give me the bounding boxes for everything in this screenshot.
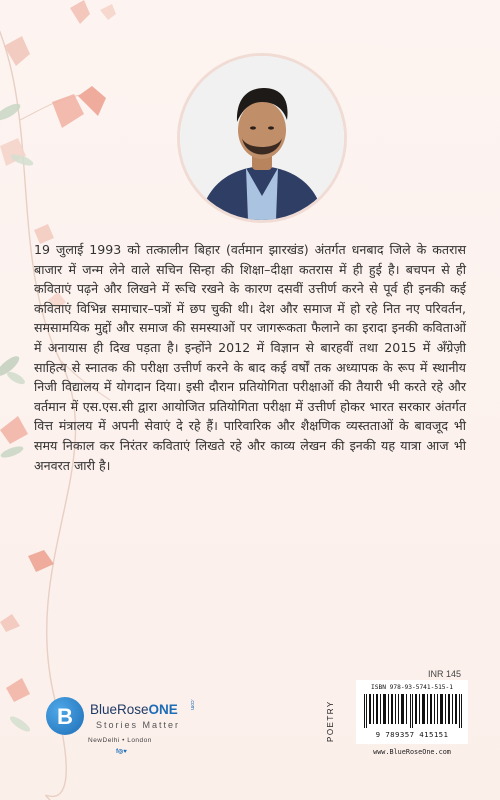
social-icons: f◎♥: [116, 749, 127, 755]
barcode: [364, 694, 462, 728]
publisher-logo: [46, 692, 206, 768]
price-label: INR 145: [428, 669, 462, 679]
publisher-dotcom: .com: [189, 699, 195, 710]
isbn-digits: 9 789357 415151: [375, 730, 449, 739]
publisher-cities: NewDelhi • London: [88, 737, 152, 744]
author-bio: 19 जुलाई 1993 को तत्कालीन बिहार (वर्तमान झारखंड) अंतर्गत धनबाद जिले के कतरास बाजार में जन्म लेने वाले सचिन सिन्हा की शिक्षा–दीक्षा कतरास में ही हुई है। बचपन से ही कविताएं पढ़ने और लिखने में रूचि रखने के कारण दसवीं उत्तीर्ण करने से पूर्व ही इनकी कई कविताएं विभिन्न समाचार–पत्रों में छप चुकी थी। देश और समाज में हो रहे नित नए परिवर्तन, समसामयिक मुद्दों और समाज की समस्याओं पर जागरूकता फैलाने का इरादा इनकी कविताओं में अनायास ही दिख पड़ता है। इन्होंने 2012 में विज्ञान से बारहवीं तथा 2015 में अँग्रेज़ी साहित्य से स्नातक की परीक्षा उत्तीर्ण करने के बाद कई वर्षों तक अध्यापक के रूप में स्थानीय निजी विद्यालय में योगदान दिया। इसी दौरान प्रतियोगिता परीक्षाओं की तैयारी भी करते रहे और वर्तमान में एस.एस.सी द्वारा आयोजित प्रतियोगिता परीक्षा में उत्तीर्ण होकर भारत सरकार अंतर्गत वित्त मंत्रालय में अपनी सेवाएं दे रहे हैं। पारिवारिक और शैक्षणिक व्यस्तताओं के बावजूद भी समय निकाल कर निरंतर कविताएं लिखते रहे और काव्य लेखन की इनकी यह यात्रा आज भी अनवरत जारी है।: [34, 242, 466, 473]
publisher-tagline: Stories Matter: [96, 720, 181, 730]
genre-label: POETRY: [326, 700, 335, 742]
portrait-photo: [180, 56, 344, 220]
isbn-number: ISBN 978-93-5741-515-1: [371, 684, 453, 691]
isbn-barcode: [356, 680, 468, 744]
publisher-name: BlueRoseONE: [90, 702, 178, 717]
author-photo: [180, 56, 344, 220]
blue-rose-logo-icon: [46, 697, 84, 735]
publisher-website[interactable]: www.BlueRoseOne.com: [373, 748, 451, 756]
svg-text:B: B: [57, 704, 73, 729]
